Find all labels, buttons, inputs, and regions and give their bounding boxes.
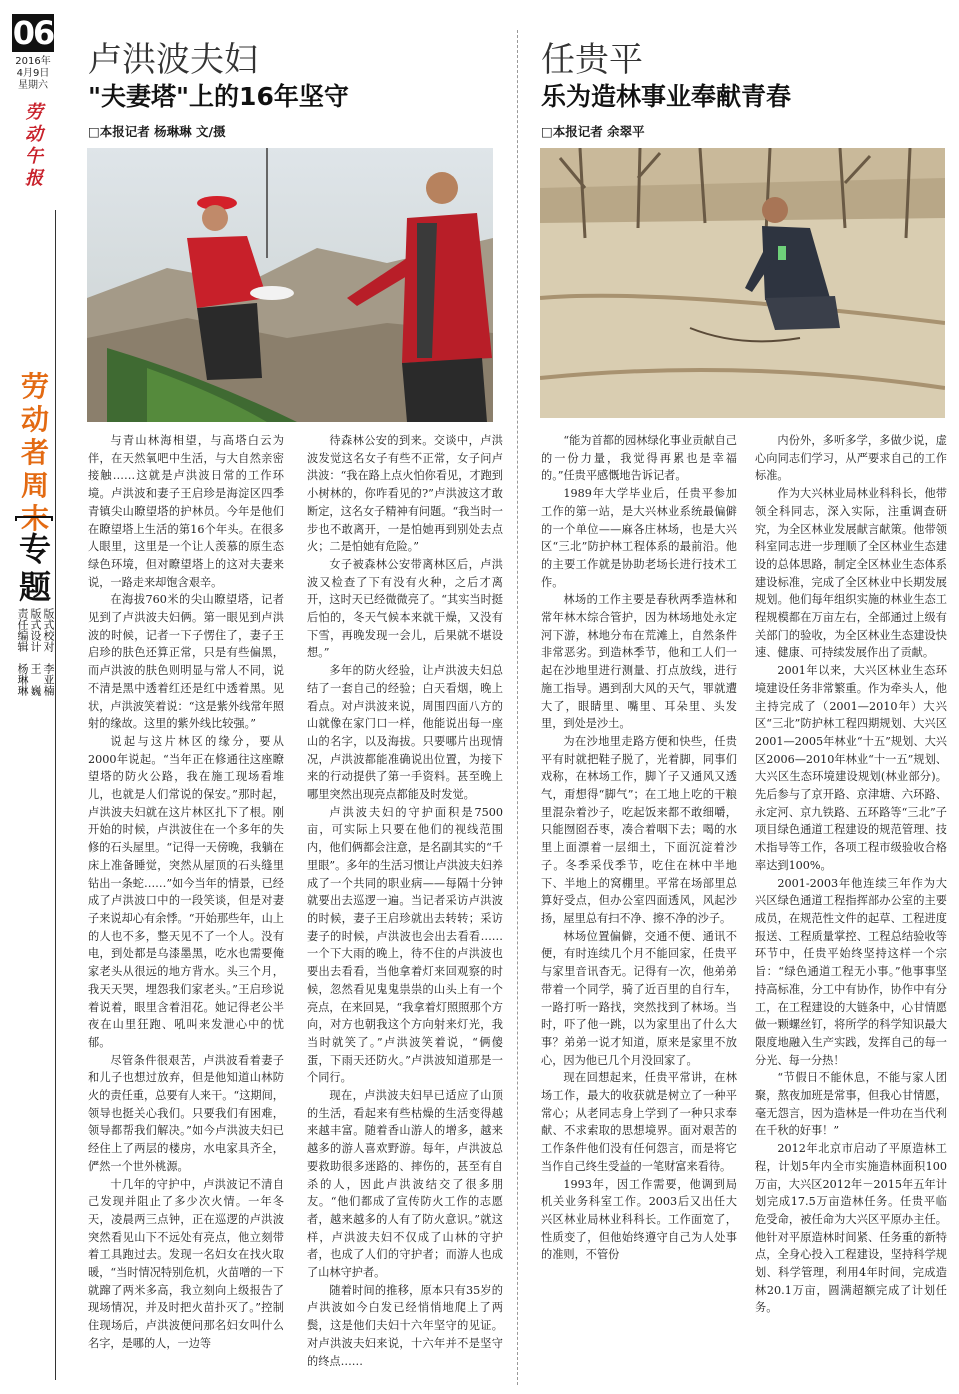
left-article-headline: "夫妻塔"上的16年坚守: [88, 82, 349, 111]
credit-editor: 责任编辑 杨琳琳: [16, 608, 29, 696]
right-article-byline: □本报记者 余翠平: [541, 124, 645, 139]
date-weekday: 星期六: [18, 80, 48, 91]
left-article-column-2: 待森林公安的到来。交谈中，卢洪波发觉这名女子有些不正常，女子问卢洪波：“我在路上点火怕你看见，才跑到小树林的，你咋看见的?”卢洪波这才敢断定，这名女子精神有问题。“我当时一步也不敢离开，一是怕她再到别处去点火；二是怕她有危险。” 女子被森林公安带离林区后，卢洪波又检查了下有没有火种，之后才离开，这时天已经微微亮了。“其实当时挺后怕的，冬天气候本来就干燥，又没有下雪，再晚发现一会儿，后果就不堪设想。” 多年的防火经验，让卢洪波夫妇总结了一套自己的经验；白天看烟，晚上看点。对卢洪波来说，周围四面八方的山就像在家门口一样，他能说出每一座山的名字，以及海拔。只要哪片出现情况，卢洪波都能准确说出位置，为接下来的行动提供了第一手资料。甚至晚上哪里突然出现亮点都能及时发觉。 卢洪波夫妇的守护面积是7500亩，可实际上只要在他们的视线范围内，他们俩都会注意，是名副其实的“千里眼”。多年的生活习惯让卢洪波夫妇养成了一个共同的职业病——每隔十分钟就要出去巡逻一遍。当记者采访卢洪波的时候，妻子王启珍就出去转转；采访妻子的时候，卢洪波也会出去看看……一个下大雨的晚上，待不住的卢洪波也要出去看看，当他拿着灯来回观察的时候，忽然看见鬼鬼祟祟的山头上有一个亮点，在来回晃，“我拿着灯照照那个方向，对方也朝我这个方向射来灯光，我当时就笑了。”卢洪波笑着说，“俩傻蛋，下雨天还防火。”卢洪波知道那是一个同行。 现在，卢洪波夫妇早已适应了山顶的生活，看起来有些枯燥的生活变得越来越丰富。随着香山游人的增多，越来越多的游人喜欢野游。每年，卢洪波总要救助很多迷路的、摔伤的，甚至有自杀的人，因此卢洪波结交了很多朋友。“他们都成了宣传防火工作的志愿者，越来越多的人有了防火意识。”就这样，卢洪波夫妇不仅成了山林的守护者，也成了人们的守护者；而游人也成了山林守护者。 随着时间的推移，原本只有35岁的卢洪波如今白发已经悄悄地爬上了两鬓，这是他们夫妇十六年坚守的见证。对卢洪波夫妇来说，十六年并不是坚守的终点……: [307, 434, 503, 1368]
left-article-photo: [87, 148, 493, 422]
credit-designer: 版式设计 王 巍: [29, 608, 42, 696]
right-article-photo: [540, 148, 945, 418]
page-sidebar: [0, 0, 60, 1394]
section-bracket-icon: [15, 516, 53, 522]
newspaper-logo: 劳动午报: [25, 102, 43, 189]
right-article-column-2: 内份外，多听多学，多做少说，虚心向同志们学习，从严要求自己的工作标准。 作为大兴林业局林业科科长，他带领全科同志，深入实际，注重调查研究，为全区林业发展献言献策。他带领科室同志进一步理顺了全区林业生态建设的总体思路，制定全区林业生态体系建设标准，完成了全区林业中长期发展规划。他们每年组织实施的林业生态工程规模都在万亩左右，全部通过上级有关部门的验收，为全区林业生态建设快速、健康、可持续发展作出了贡献。 2001年以来，大兴区林业生态环境建设任务非常繁重。作为牵头人，他主持完成了（2001—2010年）大兴区“三北”防护林工程四期规划、大兴区2001—2005年林业“十五”规划、大兴区2006—2010年林业“十一五”规划、大兴区生态环境建设规划(林业部分)。先后参与了京开路、京津塘、六环路、永定河、京九铁路、五环路等“三北”子项目绿色通道工程建设的规范管理、技术指导等工作，各项工程市级验收合格率达到100%。 2001-2003年他连续三年作为大兴区绿色通道工程指挥部办公室的主要成员，在规范性文件的起草、工程进度报送、工程质量掌控、工程总结验收等环节中，任贵平始终坚持这样一个宗旨：“绿色通道工程无小事。”他事事坚持高标准，分工中有协作，协作中有分工，在工程建设的大链条中，心甘情愿做一颗螺丝钉，将所学的科学知识最大限度地融入生产实践，发挥自己的每一分光、每一分热！ “节假日不能休息，不能与家人团聚，熬夜加班是常事，但我心甘情愿，毫无怨言，因为造林是一件功在当代利在千秋的好事！” 2012年北京市启动了平原造林工程，计划5年内全市实施造林面积100万亩，大兴区2012年－2015年五年计划完成17.5万亩造林任务。任贵平临危受命，被任命为大兴区平原办主任。他针对平原造林时间紧、任务重的新特点，全身心投入工程建设，坚持科学规划、科学管理，利用4年时间，完成造林20.1万亩，圆满超额完成了计划任务。: [755, 434, 947, 1315]
right-article-headline: 乐为造林事业奉献青春: [541, 82, 792, 111]
sidebar-rule: [55, 210, 56, 1380]
credit-proofreader: 版式校对 李亚楠: [42, 608, 55, 696]
column-divider: [517, 30, 518, 1385]
section-subtitle: 专题: [18, 530, 51, 606]
date-year: 2016年: [15, 56, 51, 67]
section-title: 劳动者周末: [20, 370, 49, 535]
left-article-name: 卢洪波夫妇: [88, 40, 258, 80]
page-number: 06: [12, 14, 54, 52]
right-article-column-1: “能为首都的园林绿化事业贡献自己的一份力量，我觉得再累也是幸福的。”任贵平感慨地告诉记者。 1989年大学毕业后，任贵平参加工作的第一站，是大兴林业系统最偏僻的一个单位——麻各庄林场，也是大兴区“三北”防护林工程体系的最前沿。他的主要工作就是协助老场长进行技术工作。 林场的工作主要是春秋两季造林和常年林木综合管护，因为林场地处永定河下游，林地分布在荒滩上，自然条件非常恶劣。到造林季节，他和工人们一起在沙地里进行测量、打点放线，进行施工指导。遇到刮大风的天气，罪就遭大了，眼睛里、嘴里、耳朵里、头发里，到处是沙土。 为在沙地里走路方便和快些，任贵平有时就把鞋子脱了，光着脚，同事们戏称，在林场工作，脚丫子又通风又透气，甭想得“脚气”；在工地上吃的干粮里混杂着沙子，吃起饭来都不敢细嚼，只能囫囵吞枣，凑合着咽下去；喝的水里上面漂着一层细土，下面沉淀着沙子。冬季采伐季节，吃住在林中半地下、半地上的窝棚里。平常在场部里总算好受点，但办公室四面透风，风起沙扬，屋里总有扫不净、擦不净的沙子。 林场位置偏僻，交通不便、通讯不便，有时连续几个月不能回家，任贵平与家里音讯杳无。记得有一次，他弟弟带着一个同学，骑了近百里的自行车，一路打听一路找，突然找到了林场。当时，吓了他一跳，以为家里出了什么大事？弟弟一说才知道，原来是家里不放心，因为他已几个月没回家了。 现在回想起来，任贵平常讲，在林场工作，最大的收获就是树立了一种平常心；从老同志身上学到了一种只求奉献、不求索取的思想境界。面对艰苦的工作条件他们没有任何怨言，而是将它当作自己终生受益的一笔财富来看待。 1993年，因工作需要，他调到局机关业务科室工作。2003后又出任大兴区林业局林业科科长。工作面宽了，性质变了，但他始终遵守自己为人处事的准则，不管份: [541, 434, 737, 1262]
date-day: 4月9日: [16, 68, 50, 79]
right-article-name: 任贵平: [541, 40, 643, 80]
left-article-byline: □本报记者 杨琳琳 文/摄: [88, 124, 226, 139]
left-article-column-1: 与青山林海相望，与高塔白云为伴，在天然氧吧中生活，与大自然亲密接触……这就是卢洪波日常的工作环境。卢洪波和妻子王启珍是海淀区四季青镇尖山瞭望塔的护林员。今年是他们在瞭望塔上生活的第16个年头。在很多人眼里，这里是一个让人羡慕的原生态绿色环境，但对瞭望塔上的这对夫妻来说，一路走来却饱含艰辛。 在海拔760米的尖山瞭望塔，记者见到了卢洪波夫妇俩。第一眼见到卢洪波的时候，记者一下子愣住了，妻子王启珍的肤色还算正常，只是有些偏黑，而卢洪波的肤色则明显与常人不同，说不清是黑中透着红还是红中透着黑。见状，卢洪波笑着说：“这是紫外线常年照射的缘故。这里的紫外线比较强。” 说起与这片林区的缘分，要从2000年说起。“当年正在修通往这座瞭望塔的防火公路，我在施工现场看堆儿，也就是人们常说的保安。”那时起，卢洪波夫妇就在这片林区扎下了根。刚开始的时候，卢洪波住在一个多年的失修的石头屋里。“记得一天傍晚，我躺在床上准备睡觉，突然从屋顶的石头缝里钻出一条蛇……”如今当年的情景，已经成了卢洪波口中的一段笑谈，但是对妻子来说却心有余悸。“开始那些年，山上的人也不多，整天见不了一个人。没有电，到处都是乌漆墨黑，吃水也需要俺家老头从很远的地方背水。头三个月，我天天哭，埋怨我们家老头。”王启珍说着说着，眼里含着泪花。她记得老公半夜在山里狂跑、吼叫来发泄心中的忧郁。 尽管条件很艰苦，卢洪波看着妻子和儿子也想过放弃，但是他知道山林防火的责任重，总要有人来干。“这期间，领导也挺关心我们。只要我们有困难，领导都帮我们解决。”如今卢洪波夫妇已经住上了两层的楼房，水电家具齐全，俨然一个世外桃源。 十几年的守护中，卢洪波记不清自己发现并阻止了多少次火情。一年冬天，凌晨两三点钟，正在巡逻的卢洪波突然看见山下不远处有亮点，他立刻带着工具跑过去。发现一名妇女在找火取暖，“当时情况特别危机，火苗噌的一下就蹿了两米多高，我立刻向上级报告了现场情况，并及时把火苗扑灭了。”控制住现场后，卢洪波便问那名妇女叫什么名字，是哪的人，一边等: [88, 434, 284, 1350]
